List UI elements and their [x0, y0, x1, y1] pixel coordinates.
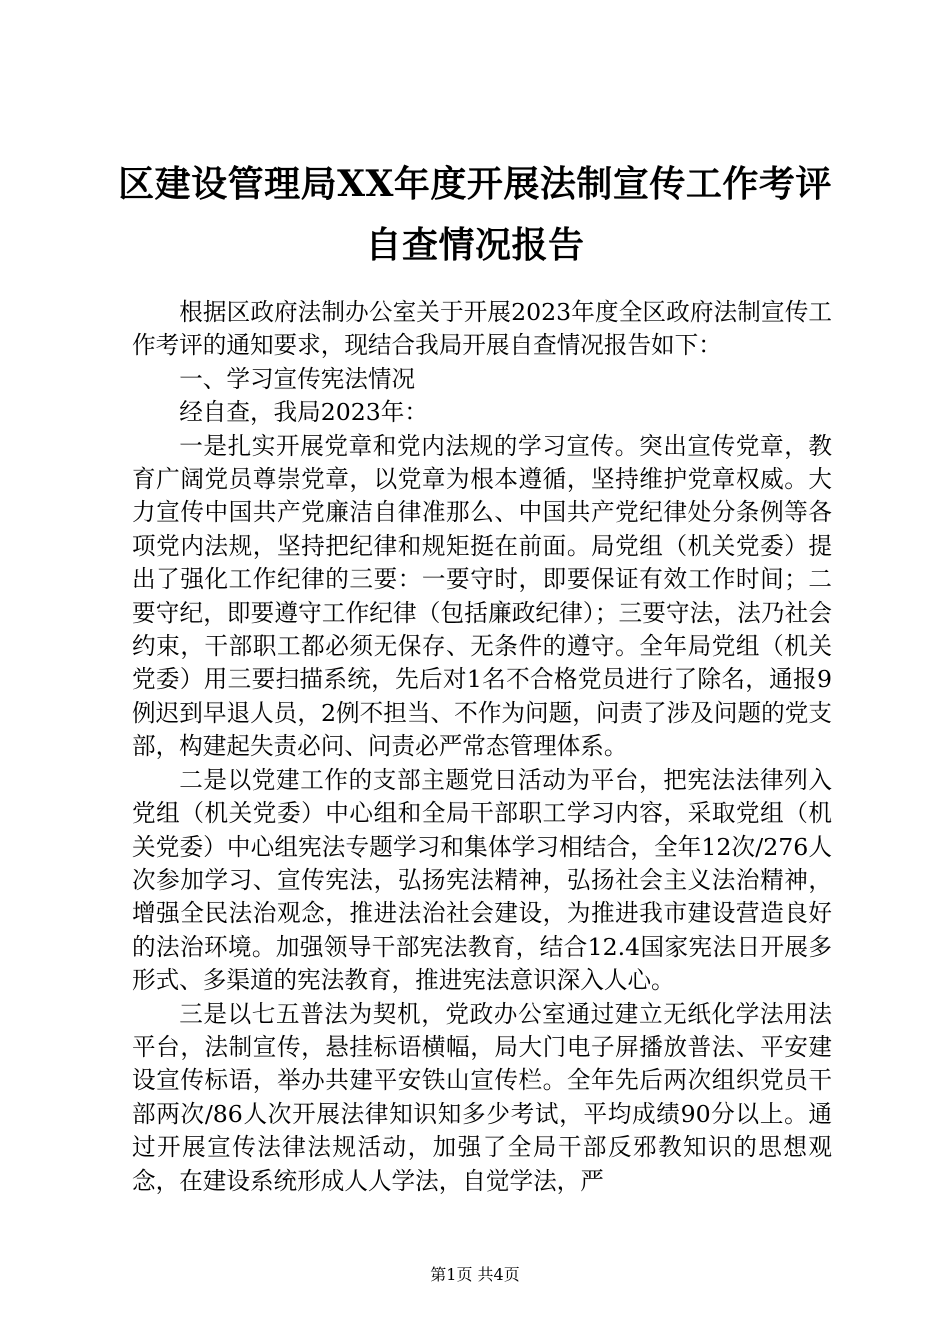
paragraph-item-three: 三是以七五普法为契机，党政办公室通过建立无纸化学法用法平台，法制宣传，悬挂标语横幅，局大门电子屏播放普法、平安建设宣传标语，举办共建平安铁山宣传栏。全年先后两次组织党员干部两次/86人次开展法律知识知多少考试，平均成绩90分以上。通过开展宣传法律法规活动，加强了全局干部反邪教知识的思想观念，在建设系统形成人人学法，自觉学法，严	[132, 999, 832, 1195]
document-title-line-2: 自查情况报告	[365, 224, 585, 266]
paragraph-item-one: 一是扎实开展党章和党内法规的学习宣传。突出宣传党章，教育广阔党员尊崇党章，以党章为根本遵循，坚持维护党章权威。大力宣传中国共产党廉洁自律准那么、中国共产党纪律处分条例等各项党内法规，坚持把纪律和规矩挺在前面。局党组（机关党委）提出了强化工作纪律的三要：一要守时，即要保证有效工作时间；二要守纪，即要遵守工作纪律（包括廉政纪律）；三要守法，法乃社会约束，干部职工都必须无保存、无条件的遵守。全年局党组（机关党委）用三要扫描系统，先后对1名不合格党员进行了除名，通报9例迟到早退人员，2例不担当、不作为问题，问责了涉及问题的党支部，构建起失责必问、问责必严常态管理体系。	[132, 431, 832, 761]
paragraph-item-two: 二是以党建工作的支部主题党日活动为平台，把宪法法律列入党组（机关党委）中心组和全局干部职工学习内容，采取党组（机关党委）中心组宪法专题学习和集体学习相结合，全年12次/276人次参加学习、宣传宪法，弘扬宪法精神，弘扬社会主义法治精神，增强全民法治观念，推进法治社会建设，为推进我市建设营造良好的法治环境。加强领导干部宪法教育，结合12.4国家宪法日开展多形式、多渠道的宪法教育，推进宪法意识深入人心。	[132, 765, 832, 995]
paragraph-intro: 根据区政府法制办公室关于开展2023年度全区政府法制宣传工作考评的通知要求，现结合我局开展自查情况报告如下：	[132, 298, 832, 360]
document-title-line-1: 区建设管理局XX年度开展法制宣传工作考评	[118, 163, 832, 205]
page-number-footer: 第1页 共4页	[430, 1265, 520, 1284]
section-heading: 一、学习宣传宪法情况	[179, 364, 416, 393]
document-body	[132, 296, 832, 1198]
paragraph-self-check: 经自查，我局2023年：	[179, 398, 428, 427]
